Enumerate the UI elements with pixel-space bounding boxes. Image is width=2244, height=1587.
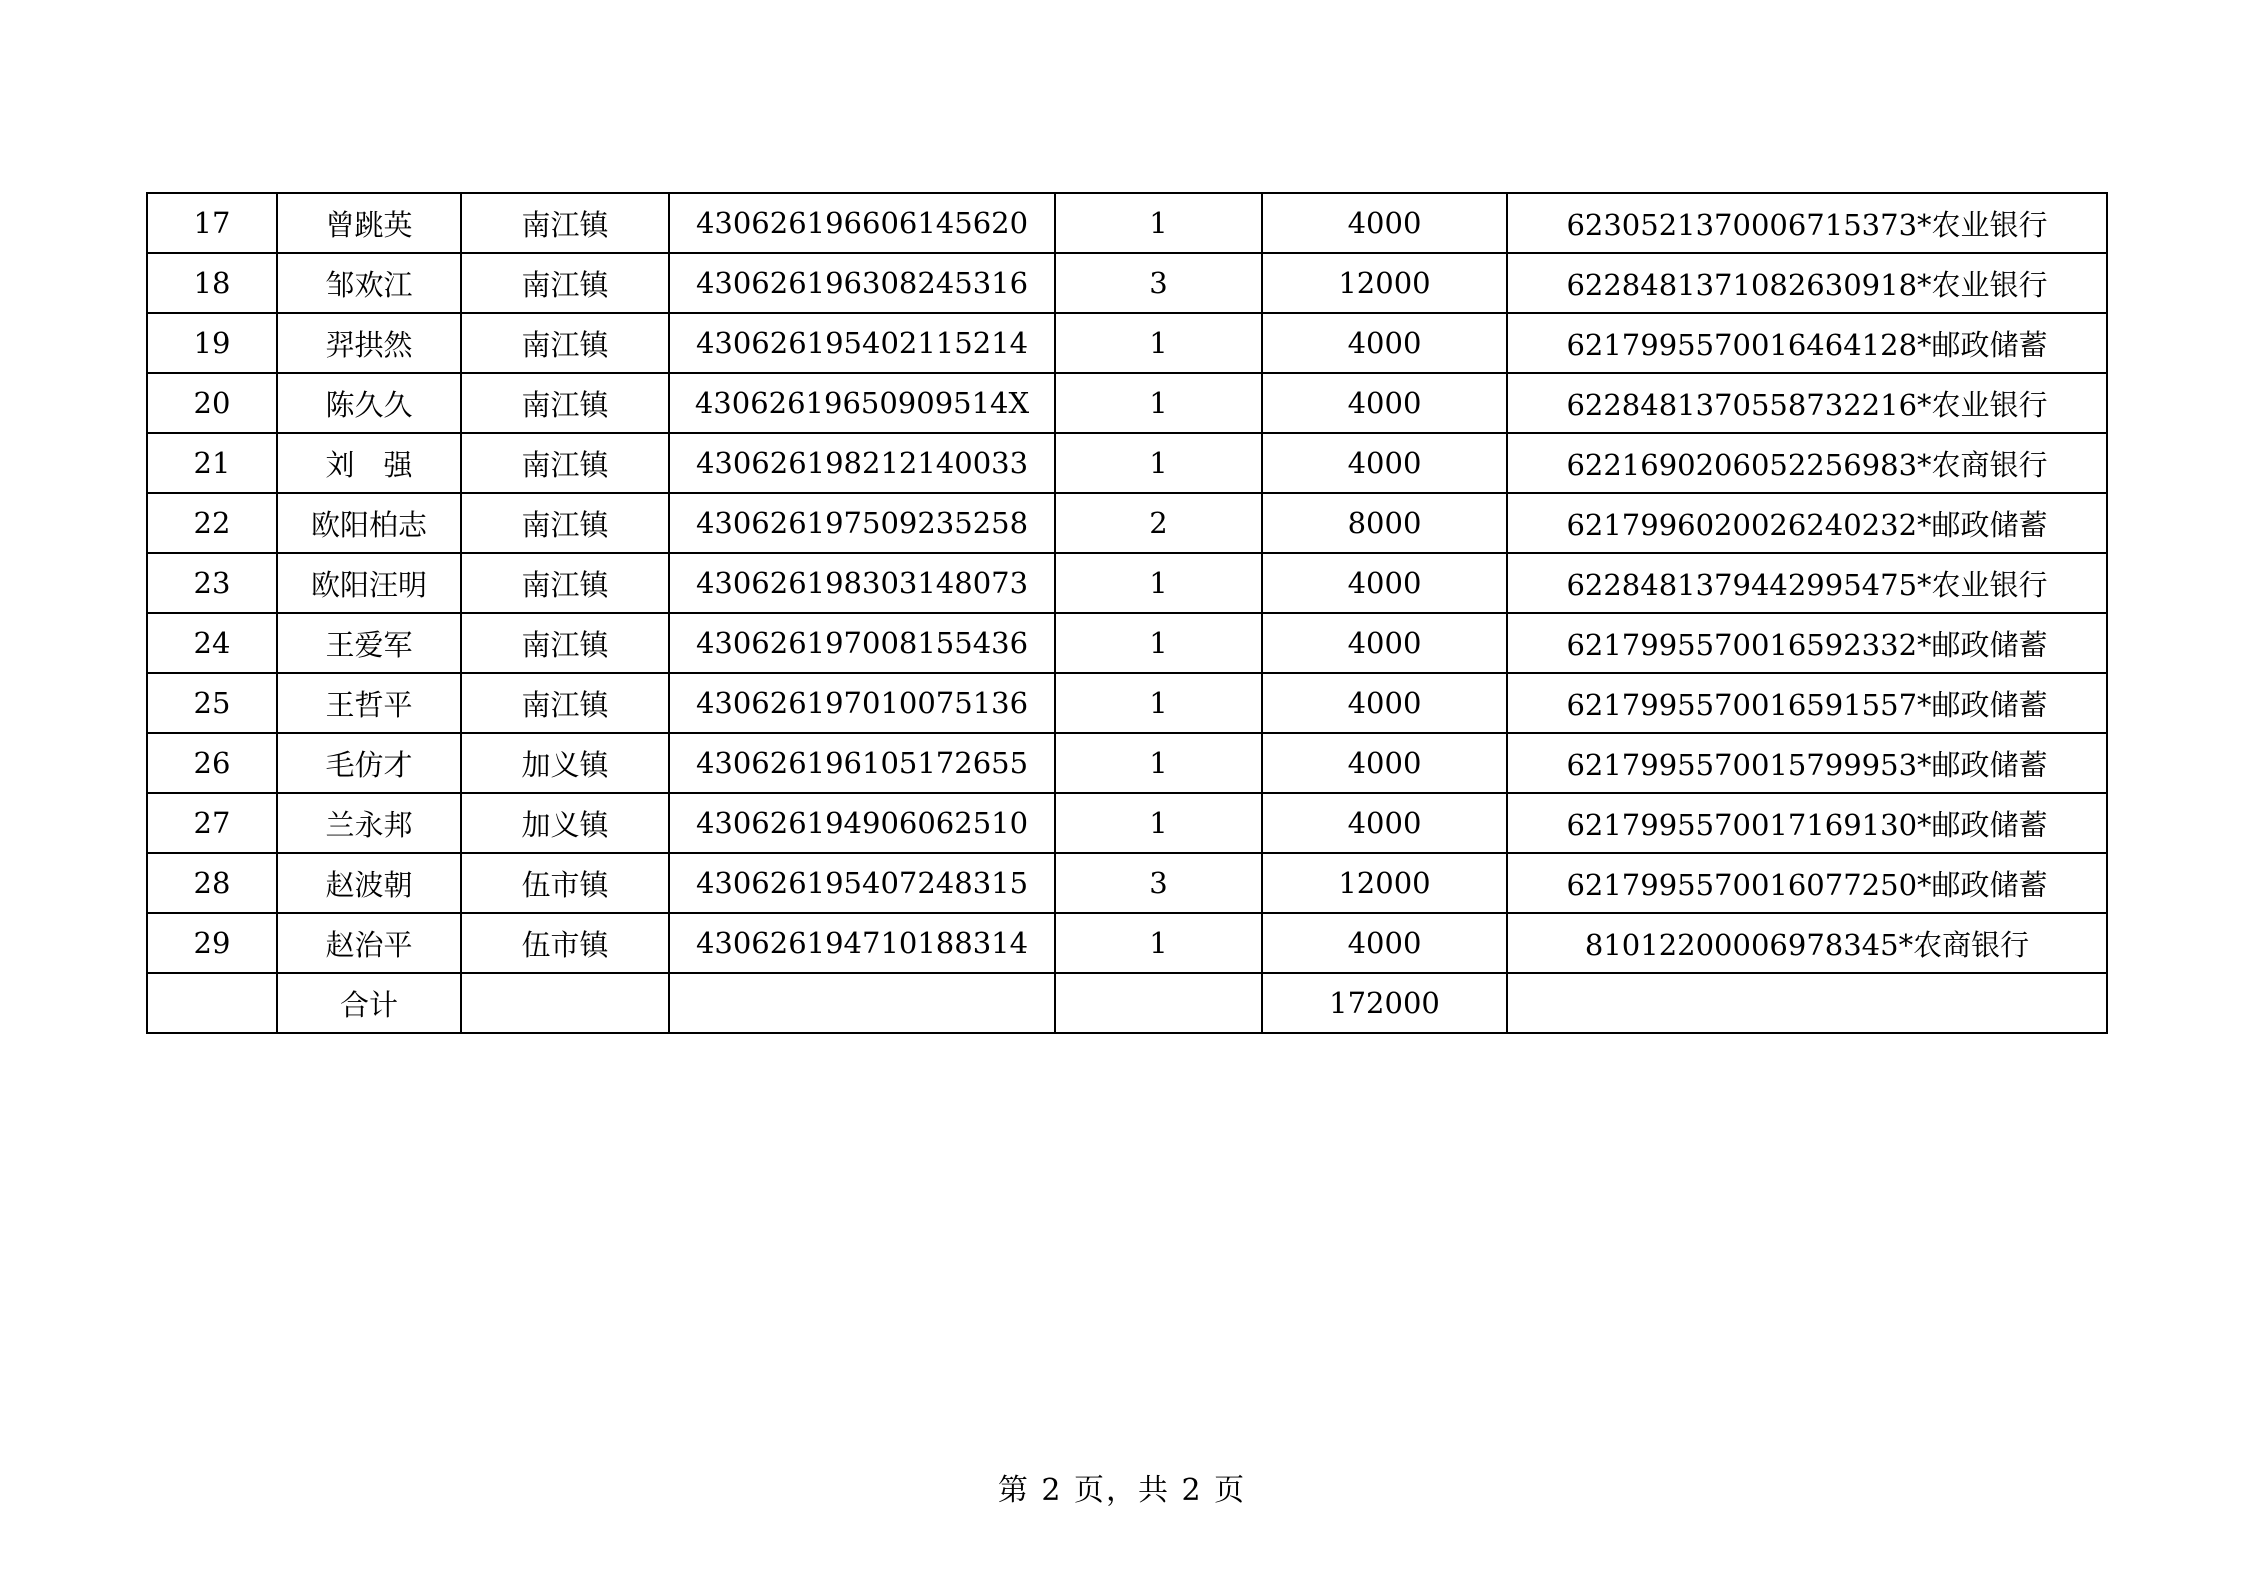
cell-town: 南江镇 <box>461 193 669 253</box>
cell-name: 刘 强 <box>277 433 461 493</box>
cell-account: 6217995570016591557*邮政储蓄 <box>1507 673 2107 733</box>
cell-id-number: 430626196105172655 <box>669 733 1055 793</box>
cell-account: 6217995570017169130*邮政储蓄 <box>1507 793 2107 853</box>
cell-account: 6217995570016077250*邮政储蓄 <box>1507 853 2107 913</box>
cell-town: 南江镇 <box>461 613 669 673</box>
table-row <box>147 433 2107 493</box>
cell-id-number: 430626195402115214 <box>669 313 1055 373</box>
total-row <box>147 973 2107 1033</box>
cell-name: 邹欢江 <box>277 253 461 313</box>
cell-id-number: 430626196606145620 <box>669 193 1055 253</box>
cell-town: 伍市镇 <box>461 913 669 973</box>
cell-account: 6217995570016592332*邮政储蓄 <box>1507 613 2107 673</box>
cell-amount: 12000 <box>1262 853 1507 913</box>
cell-name: 欧阳汪明 <box>277 553 461 613</box>
cell-name: 曾跳英 <box>277 193 461 253</box>
table-body <box>147 193 2107 1033</box>
table-row <box>147 193 2107 253</box>
cell-amount: 4000 <box>1262 193 1507 253</box>
table-row <box>147 853 2107 913</box>
cell-town: 加义镇 <box>461 793 669 853</box>
table-row <box>147 313 2107 373</box>
cell-name: 王爱军 <box>277 613 461 673</box>
cell-town: 伍市镇 <box>461 853 669 913</box>
cell-id-number: 430626194906062510 <box>669 793 1055 853</box>
cell-town: 南江镇 <box>461 493 669 553</box>
cell-town: 加义镇 <box>461 733 669 793</box>
cell-town: 南江镇 <box>461 553 669 613</box>
cell-amount: 8000 <box>1262 493 1507 553</box>
cell-town: 南江镇 <box>461 253 669 313</box>
cell-id-number: 430626198212140033 <box>669 433 1055 493</box>
cell-town: 南江镇 <box>461 433 669 493</box>
cell-name: 陈久久 <box>277 373 461 433</box>
table-row <box>147 733 2107 793</box>
cell-amount: 12000 <box>1262 253 1507 313</box>
cell-name: 毛仿才 <box>277 733 461 793</box>
cell-account: 6221690206052256983*农商银行 <box>1507 433 2107 493</box>
cell-count: 3 <box>1055 253 1262 313</box>
cell-account: 6217995570016464128*邮政储蓄 <box>1507 313 2107 373</box>
cell-name: 赵波朝 <box>277 853 461 913</box>
table-row <box>147 493 2107 553</box>
cell-name: 兰永邦 <box>277 793 461 853</box>
cell-amount: 4000 <box>1262 793 1507 853</box>
cell-amount: 4000 <box>1262 433 1507 493</box>
cell-no: 21 <box>147 433 277 493</box>
cell-town: 南江镇 <box>461 673 669 733</box>
cell-amount: 4000 <box>1262 313 1507 373</box>
cell-no: 29 <box>147 913 277 973</box>
cell-account: 6217995570015799953*邮政储蓄 <box>1507 733 2107 793</box>
cell-count: 1 <box>1055 373 1262 433</box>
cell-count: 1 <box>1055 613 1262 673</box>
table-row <box>147 553 2107 613</box>
cell-id-number: 430626198303148073 <box>669 553 1055 613</box>
cell-count: 1 <box>1055 313 1262 373</box>
cell-no: 27 <box>147 793 277 853</box>
cell-account: 6228481379442995475*农业银行 <box>1507 553 2107 613</box>
cell-count: 1 <box>1055 733 1262 793</box>
page-number-footer: 第 2 页，共 2 页 <box>997 1473 1247 1508</box>
table-row <box>147 793 2107 853</box>
cell-name: 羿拱然 <box>277 313 461 373</box>
table-row <box>147 673 2107 733</box>
cell-total-town <box>461 973 669 1033</box>
cell-count: 3 <box>1055 853 1262 913</box>
cell-no: 17 <box>147 193 277 253</box>
cell-count: 1 <box>1055 433 1262 493</box>
cell-amount: 4000 <box>1262 613 1507 673</box>
table-row <box>147 613 2107 673</box>
cell-no: 24 <box>147 613 277 673</box>
cell-name: 王哲平 <box>277 673 461 733</box>
cell-town: 南江镇 <box>461 313 669 373</box>
cell-account: 6230521370006715373*农业银行 <box>1507 193 2107 253</box>
cell-count: 1 <box>1055 553 1262 613</box>
cell-count: 1 <box>1055 913 1262 973</box>
cell-id-number: 430626196308245316 <box>669 253 1055 313</box>
cell-no: 22 <box>147 493 277 553</box>
cell-total-no <box>147 973 277 1033</box>
cell-no: 26 <box>147 733 277 793</box>
cell-count: 1 <box>1055 673 1262 733</box>
cell-town: 南江镇 <box>461 373 669 433</box>
cell-total-amount: 172000 <box>1262 973 1507 1033</box>
table-row <box>147 253 2107 313</box>
cell-total-id-number <box>669 973 1055 1033</box>
cell-total-account <box>1507 973 2107 1033</box>
cell-no: 20 <box>147 373 277 433</box>
data-table <box>146 192 2108 1034</box>
cell-account: 6228481371082630918*农业银行 <box>1507 253 2107 313</box>
cell-amount: 4000 <box>1262 553 1507 613</box>
cell-amount: 4000 <box>1262 373 1507 433</box>
cell-total-label: 合计 <box>277 973 461 1033</box>
table-row <box>147 913 2107 973</box>
cell-id-number: 430626197509235258 <box>669 493 1055 553</box>
cell-name: 欧阳柏志 <box>277 493 461 553</box>
cell-id-number: 43062619650909514X <box>669 373 1055 433</box>
cell-amount: 4000 <box>1262 733 1507 793</box>
table-row <box>147 373 2107 433</box>
cell-amount: 4000 <box>1262 673 1507 733</box>
cell-no: 23 <box>147 553 277 613</box>
cell-account: 81012200006978345*农商银行 <box>1507 913 2107 973</box>
cell-no: 25 <box>147 673 277 733</box>
cell-id-number: 430626197010075136 <box>669 673 1055 733</box>
cell-amount: 4000 <box>1262 913 1507 973</box>
cell-name: 赵治平 <box>277 913 461 973</box>
cell-no: 18 <box>147 253 277 313</box>
cell-no: 28 <box>147 853 277 913</box>
cell-no: 19 <box>147 313 277 373</box>
cell-id-number: 430626197008155436 <box>669 613 1055 673</box>
cell-count: 2 <box>1055 493 1262 553</box>
cell-account: 6217996020026240232*邮政储蓄 <box>1507 493 2107 553</box>
cell-id-number: 430626194710188314 <box>669 913 1055 973</box>
cell-account: 6228481370558732216*农业银行 <box>1507 373 2107 433</box>
cell-count: 1 <box>1055 793 1262 853</box>
cell-count: 1 <box>1055 193 1262 253</box>
cell-total-count <box>1055 973 1262 1033</box>
cell-id-number: 430626195407248315 <box>669 853 1055 913</box>
